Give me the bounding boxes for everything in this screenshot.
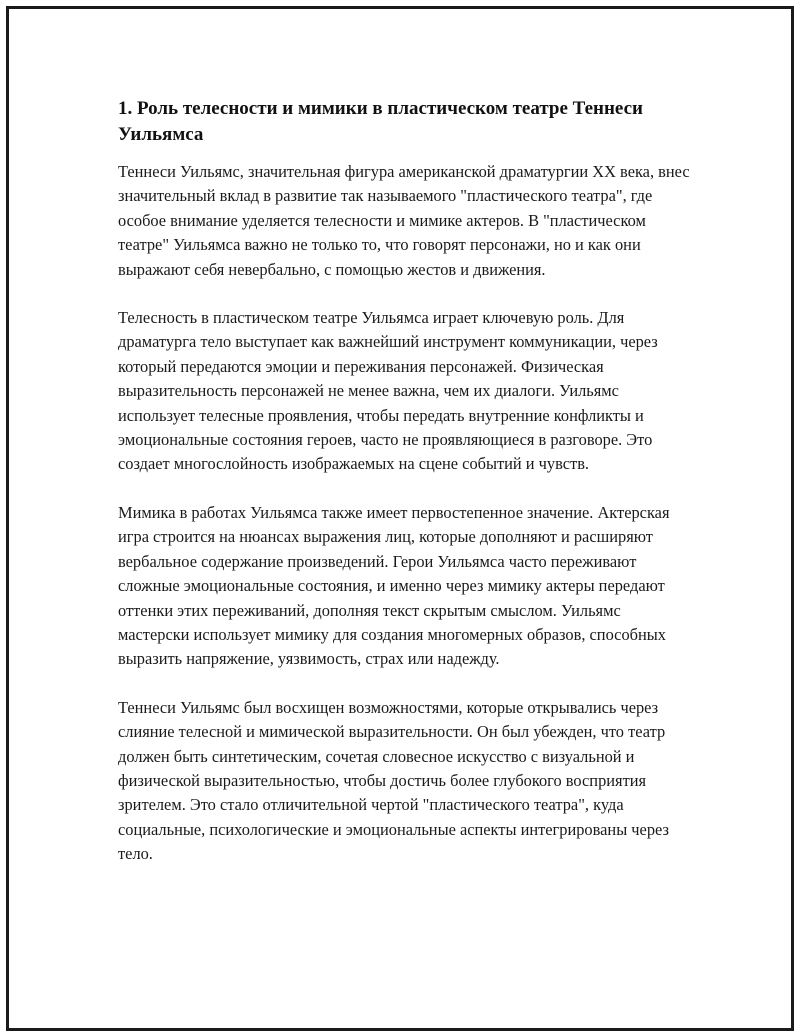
paragraph-2: Телесность в пластическом театре Уильямса играет ключевую роль. Для драматурга тело выступает как важнейший инструмент коммуникации, через который передаются эмоции и переживания персонажей. Физическая выразительность персонажей не менее важна, чем их диалоги. Уильямс использует телесные проявления, чтобы передать внутренние конфликты и эмоциональные состояния героев, часто не проявляющиеся в разговоре. Это создает многослойность изображаемых на сцене событий и чувств.: [118, 308, 658, 474]
document-body: [118, 96, 690, 891]
document-title: 1. Роль телесности и мимики в пластическом театре Теннеси Уильямса: [118, 98, 643, 145]
paragraph-3: Мимика в работах Уильямса также имеет первостепенное значение. Актерская игра строится на нюансах выражения лиц, которые дополняют и расширяют вербальное содержание произведений. Герои Уильямса часто переживают сложные эмоциональные состояния, и именно через мимику актеры передают оттенки этих переживаний, дополняя текст скрытым смыслом. Уильямс мастерски использует мимику для создания многомерных образов, способных выразить напряжение, уязвимость, страх или надежду.: [118, 502, 670, 669]
paragraph-4: Теннеси Уильямс был восхищен возможностями, которые открывались через слияние телесной и мимической выразительности. Он был убежден, что театр должен быть синтетическим, сочетая словесное искусство с визуальной и физической выразительностью, чтобы достичь более глубокого восприятия зрителем. Это стало отличительной чертой "пластического театра", куда социальные, психологические и эмоциональные аспекты интегрированы через тело.: [118, 697, 669, 864]
paragraph-1: Теннеси Уильямс, значительная фигура американской драматургии XX века, внес значительный вклад в развитие так называемого "пластического театра", где особое внимание уделяется телесности и мимике актеров. В "пластическом театре" Уильямса важно не только то, что говорят персонажи, но и как они выражают себя невербально, с помощью жестов и движения.: [118, 162, 690, 279]
